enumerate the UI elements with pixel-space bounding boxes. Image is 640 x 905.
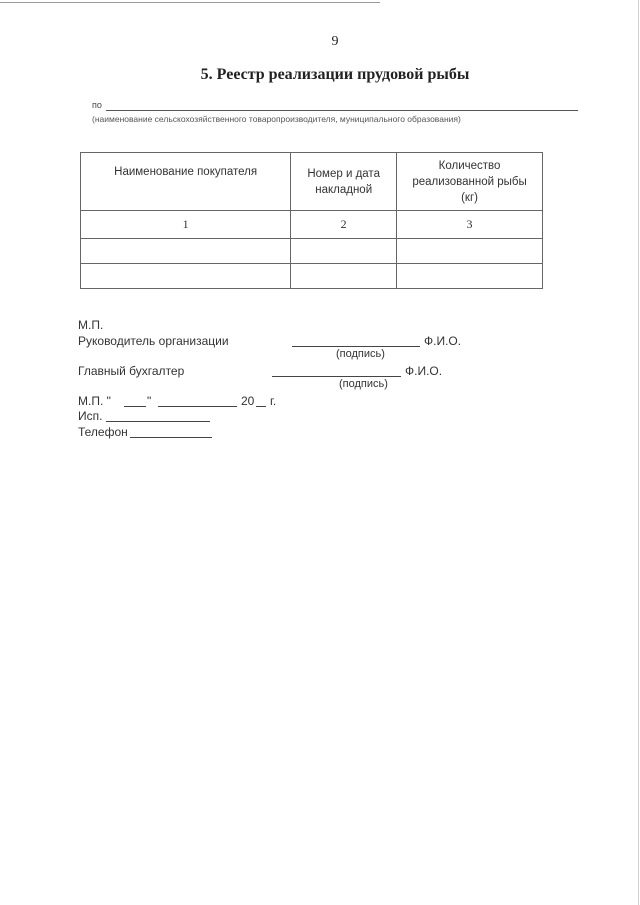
column-header-invoice: Номер и дата накладной bbox=[291, 153, 397, 211]
document-title: 5. Реестр реализации прудовой рыбы bbox=[200, 66, 470, 83]
column-header-quantity: Количество реализованной рыбы (кг) bbox=[397, 153, 543, 211]
head-signature-line bbox=[292, 346, 420, 347]
registry-table bbox=[80, 152, 543, 289]
date-day-line bbox=[124, 406, 146, 407]
organization-name-caption: (наименование сельскохозяйственного товаропроизводителя, муниципального образования) bbox=[92, 114, 461, 124]
accountant-fio-label: Ф.И.О. bbox=[405, 364, 443, 378]
table-cell bbox=[291, 239, 397, 264]
column-number-3: 3 bbox=[397, 211, 543, 239]
head-of-organization-label: Руководитель организации bbox=[78, 334, 229, 348]
phone-label: Телефон bbox=[78, 425, 128, 439]
phone-line bbox=[130, 437, 212, 438]
date-stamp-label: М.П. " bbox=[78, 394, 111, 408]
table-row bbox=[81, 264, 543, 289]
date-year-line bbox=[256, 406, 266, 407]
accountant-signature-caption: (подпись) bbox=[339, 378, 388, 390]
head-signature-caption: (подпись) bbox=[336, 348, 385, 360]
date-closing-quote: " bbox=[147, 394, 152, 408]
organization-name-field-line bbox=[106, 110, 578, 111]
table-header-row bbox=[81, 153, 543, 211]
table-cell bbox=[81, 239, 291, 264]
column-number-1: 1 bbox=[81, 211, 291, 239]
year-prefix: 20 bbox=[241, 394, 255, 408]
po-label: по bbox=[92, 100, 102, 110]
column-number-2: 2 bbox=[291, 211, 397, 239]
stamp-label: М.П. bbox=[78, 318, 104, 332]
date-month-line bbox=[158, 406, 237, 407]
top-border-line bbox=[0, 2, 380, 3]
accountant-signature-line bbox=[272, 376, 401, 377]
page-number: 9 bbox=[331, 34, 339, 49]
year-suffix: г. bbox=[270, 394, 277, 408]
head-fio-label: Ф.И.О. bbox=[424, 334, 462, 348]
table-cell bbox=[397, 239, 543, 264]
table-cell bbox=[81, 264, 291, 289]
chief-accountant-label: Главный бухгалтер bbox=[78, 364, 185, 378]
right-border-line bbox=[638, 0, 639, 905]
table-cell bbox=[291, 264, 397, 289]
column-header-buyer: Наименование покупателя bbox=[81, 153, 291, 211]
table-row bbox=[81, 211, 543, 239]
table-cell bbox=[397, 264, 543, 289]
executor-line bbox=[106, 421, 210, 422]
executor-label: Исп. bbox=[78, 409, 103, 423]
table-row bbox=[81, 239, 543, 264]
